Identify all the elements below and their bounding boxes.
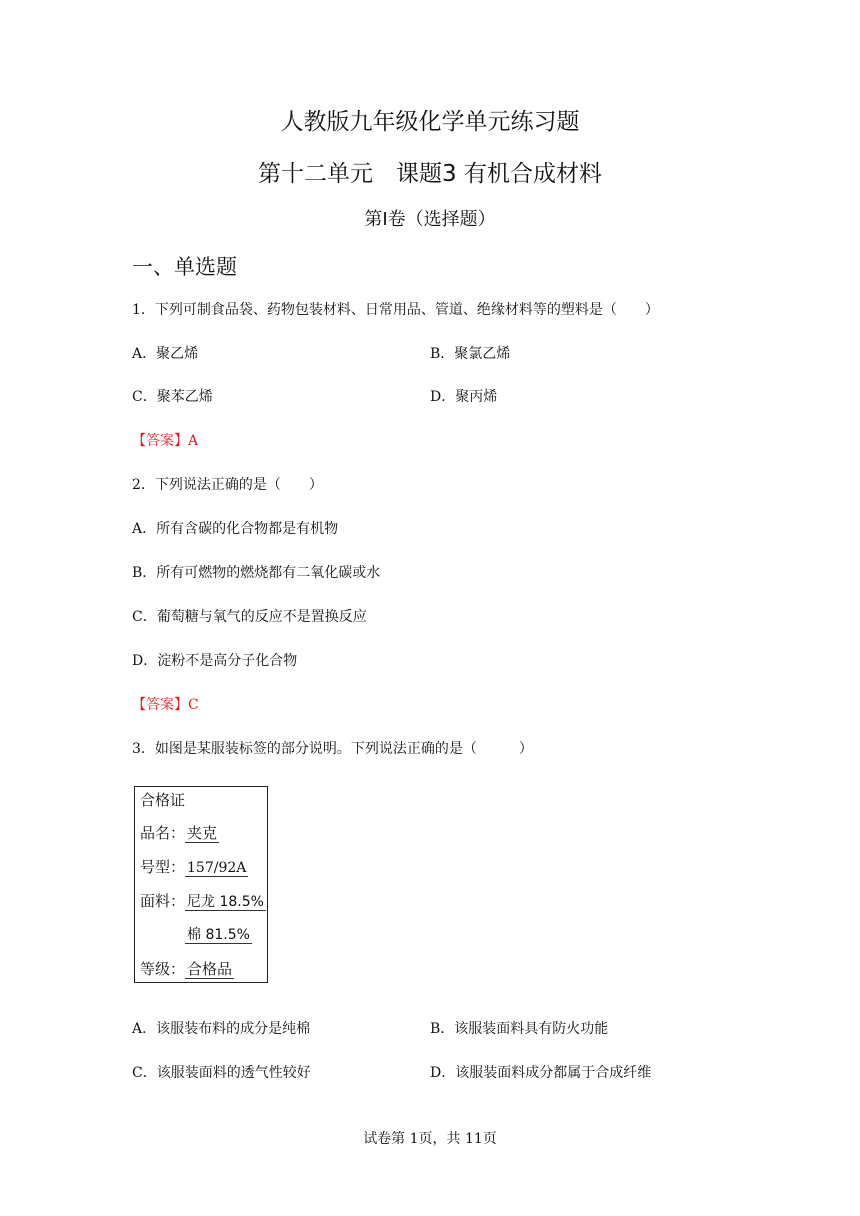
question-1-option-b: B．聚氯乙烯 bbox=[430, 346, 511, 362]
label-grade-key: 等级： bbox=[140, 960, 186, 978]
question-1-stem: 1．下列可制食品袋、药物包装材料、日常用品、管道、绝缘材料等的塑料是（ ） bbox=[132, 302, 659, 318]
question-2-option-d: D．淀粉不是高分子化合物 bbox=[132, 653, 298, 669]
question-3-option-a: A．该服装布料的成分是纯棉 bbox=[132, 1021, 311, 1037]
label-grade-row bbox=[140, 958, 234, 979]
label-name-key: 品名： bbox=[140, 824, 186, 842]
label-heading: 合格证 bbox=[140, 791, 186, 809]
question-1-answer: 【答案】A bbox=[132, 433, 199, 449]
question-2-option-c: C．葡萄糖与氧气的反应不是置换反应 bbox=[132, 609, 367, 625]
label-fabric-row-2 bbox=[185, 924, 252, 944]
question-2-option-b: B．所有可燃物的燃烧都有二氧化碳或水 bbox=[132, 565, 381, 581]
page-footer: 试卷第 1页，共 11页 bbox=[363, 1131, 497, 1147]
question-1-option-a: A．聚乙烯 bbox=[132, 346, 199, 362]
question-3-option-b: B．该服装面料具有防火功能 bbox=[430, 1021, 609, 1037]
section-heading: 一、单选题 bbox=[132, 255, 237, 279]
question-3-stem: 3．如图是某服装标签的部分说明。下列说法正确的是（ ） bbox=[132, 741, 533, 757]
question-1-option-c: C．聚苯乙烯 bbox=[132, 389, 213, 405]
question-3-option-d: D．该服装面料成分都属于合成纤维 bbox=[430, 1065, 652, 1081]
label-grade-value: 合格品 bbox=[187, 960, 233, 978]
question-1-option-d: D．聚丙烯 bbox=[430, 389, 498, 405]
volume-title: 第Ⅰ卷（选择题） bbox=[364, 209, 496, 230]
label-fabric-value-1: 尼龙 18.5% bbox=[187, 894, 264, 910]
label-name-row bbox=[140, 822, 219, 843]
question-2-answer: 【答案】C bbox=[132, 697, 199, 713]
label-fabric-key: 面料： bbox=[140, 892, 186, 910]
question-3-option-c: C．该服装面料的透气性较好 bbox=[132, 1065, 311, 1081]
label-name-value: 夹克 bbox=[187, 824, 218, 842]
question-2-option-a: A．所有含碳的化合物都是有机物 bbox=[132, 521, 339, 537]
label-fabric-row bbox=[140, 890, 266, 911]
garment-label-figure bbox=[134, 786, 268, 983]
label-size-row bbox=[140, 856, 248, 877]
label-size-value: 157/92A bbox=[187, 860, 247, 876]
unit-subtitle: 第十二单元 课题3 有机合成材料 bbox=[258, 161, 602, 187]
label-fabric-value-2: 棉 81.5% bbox=[187, 927, 250, 943]
label-size-key: 号型： bbox=[140, 858, 186, 876]
document-title: 人教版九年级化学单元练习题 bbox=[280, 109, 580, 135]
question-2-stem: 2．下列说法正确的是（ ） bbox=[132, 477, 323, 493]
